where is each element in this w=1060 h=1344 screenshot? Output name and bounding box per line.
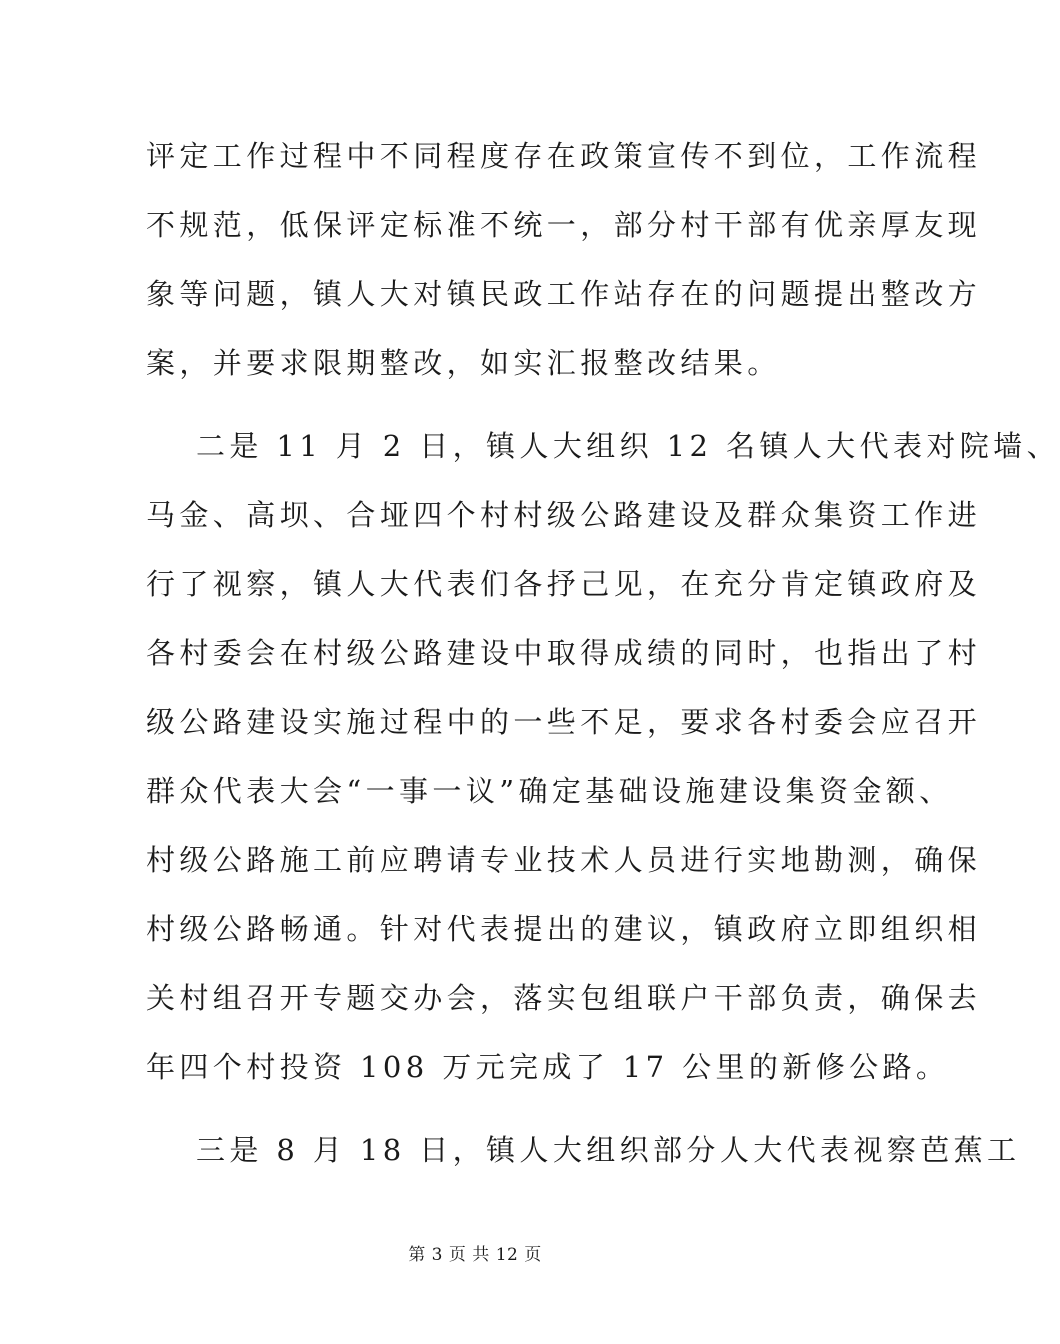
paragraph-line: 村级公路畅通。针对代表提出的建议，镇政府立即组织相 <box>146 912 982 946</box>
paragraph-line: 象等问题，镇人大对镇民政工作站存在的问题提出整改方 <box>146 277 982 311</box>
paragraph-line: 级公路建设实施过程中的一些不足，要求各村委会应召开 <box>146 705 982 739</box>
paragraph-line: 村级公路施工前应聘请专业技术人员进行实地勘测，确保 <box>146 843 982 877</box>
paragraph-line: 评定工作过程中不同程度存在政策宣传不到位，工作流程 <box>146 139 982 173</box>
page-number-footer: 第 3 页 共 12 页 <box>408 1245 542 1265</box>
paragraph-line: 二是 11 月 2 日，镇人大组织 12 名镇人大代表对院墙、 <box>196 429 1060 463</box>
paragraph-line: 行了视察，镇人大代表们各抒己见，在充分肯定镇政府及 <box>146 567 982 601</box>
paragraph-line: 三是 8 月 18 日，镇人大组织部分人大代表视察芭蕉工 <box>196 1133 1021 1167</box>
paragraph-line: 不规范，低保评定标准不统一，部分村干部有优亲厚友现 <box>146 208 982 242</box>
paragraph-line: 群众代表大会“一事一议”确定基础设施建设集资金额、 <box>146 774 953 808</box>
paragraph-line: 年四个村投资 108 万元完成了 17 公里的新修公路。 <box>146 1050 950 1084</box>
paragraph-line: 关村组召开专题交办会，落实包组联户干部负责，确保去 <box>146 981 982 1015</box>
paragraph-line: 马金、高坝、合垭四个村村级公路建设及群众集资工作进 <box>146 498 982 532</box>
paragraph-line: 案，并要求限期整改，如实汇报整改结果。 <box>146 346 781 380</box>
paragraph-line: 各村委会在村级公路建设中取得成绩的同时，也指出了村 <box>146 636 982 670</box>
